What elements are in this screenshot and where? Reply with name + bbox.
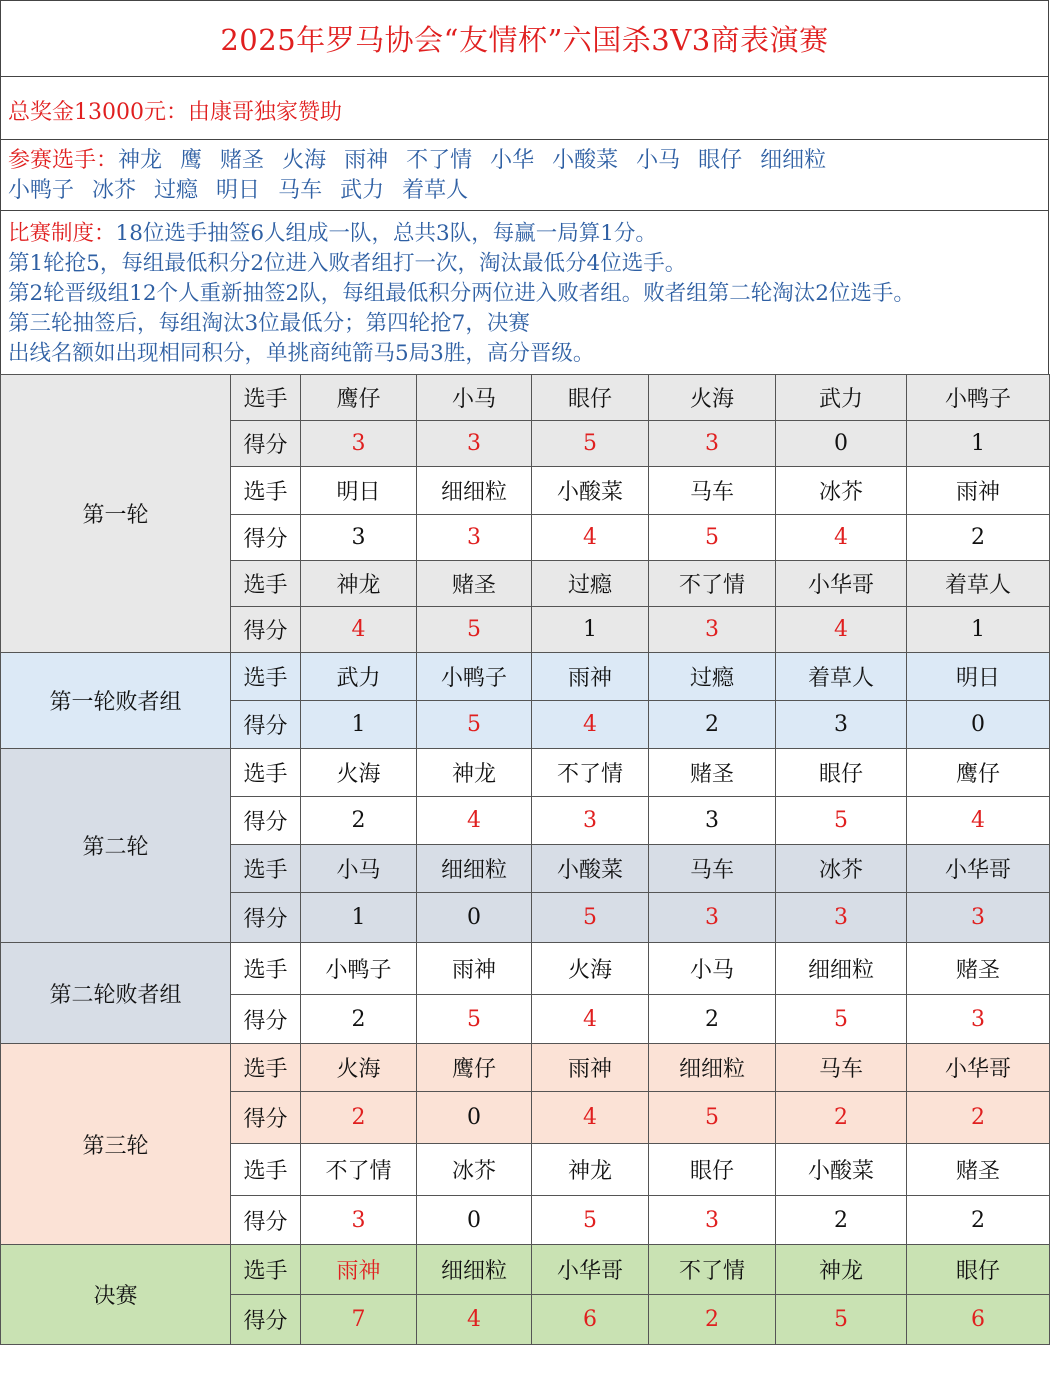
round-label: 第二轮	[1, 749, 231, 943]
score-cell: 4	[417, 1295, 532, 1345]
player-cell: 火海	[301, 749, 417, 797]
score-cell: 3	[649, 893, 776, 943]
score-cell: 3	[776, 701, 907, 749]
score-cell: 5	[532, 893, 649, 943]
players-line-1	[118, 148, 844, 173]
score-cell: 5	[532, 421, 649, 467]
score-cell: 5	[417, 607, 532, 653]
player-cell: 雨神	[907, 467, 1050, 515]
score-cell: 2	[776, 1196, 907, 1245]
score-cell: 2	[649, 1295, 776, 1345]
score-cell: 3	[776, 893, 907, 943]
player-cell: 火海	[532, 943, 649, 995]
score-row-label: 得分	[231, 515, 301, 561]
player-cell: 小华哥	[776, 561, 907, 607]
player-name: 赌圣	[220, 148, 265, 173]
score-cell: 5	[417, 701, 532, 749]
player-cell: 冰芥	[417, 1144, 532, 1196]
score-cell: 1	[532, 607, 649, 653]
player-cell: 武力	[301, 653, 417, 701]
player-cell: 小马	[301, 845, 417, 893]
player-name: 神龙	[118, 148, 163, 173]
player-row	[1, 943, 1050, 995]
round-label: 第一轮	[1, 375, 231, 653]
score-cell: 5	[776, 797, 907, 845]
player-name: 细细粒	[760, 148, 827, 173]
player-cell: 小华哥	[907, 1044, 1050, 1092]
player-cell: 眼仔	[776, 749, 907, 797]
player-cell: 赌圣	[907, 943, 1050, 995]
score-cell: 2	[649, 995, 776, 1044]
players-label: 参赛选手：	[8, 148, 119, 173]
score-cell: 6	[532, 1295, 649, 1345]
player-cell: 鹰仔	[907, 749, 1050, 797]
player-cell: 细细粒	[649, 1044, 776, 1092]
player-row-label: 选手	[231, 749, 301, 797]
score-cell: 7	[301, 1295, 417, 1345]
player-cell: 小鸭子	[417, 653, 532, 701]
player-cell: 不了情	[532, 749, 649, 797]
player-cell: 细细粒	[417, 467, 532, 515]
score-cell: 3	[301, 1196, 417, 1245]
player-cell: 马车	[649, 845, 776, 893]
score-cell: 3	[907, 995, 1050, 1044]
score-cell: 5	[776, 995, 907, 1044]
player-cell: 细细粒	[417, 845, 532, 893]
player-row-label: 选手	[231, 845, 301, 893]
score-cell: 4	[532, 995, 649, 1044]
player-cell: 马车	[776, 1044, 907, 1092]
score-cell: 2	[301, 1092, 417, 1144]
score-cell: 3	[301, 421, 417, 467]
player-cell: 小鸭子	[907, 375, 1050, 421]
player-cell: 明日	[301, 467, 417, 515]
title-bar	[0, 0, 1049, 77]
score-cell: 4	[417, 797, 532, 845]
score-cell: 6	[907, 1295, 1050, 1345]
player-name: 马车	[278, 178, 323, 203]
players-line-2	[8, 176, 1048, 206]
player-cell: 神龙	[417, 749, 532, 797]
score-cell: 2	[907, 1196, 1050, 1245]
player-cell: 明日	[907, 653, 1050, 701]
prize-info: 总奖金13000元：由康哥独家赞助	[0, 76, 1049, 140]
score-cell: 4	[532, 515, 649, 561]
player-cell: 不了情	[649, 1245, 776, 1295]
player-name: 眼仔	[698, 148, 743, 173]
round-label: 决赛	[1, 1245, 231, 1345]
player-cell: 小酸菜	[532, 467, 649, 515]
score-row-label: 得分	[231, 1092, 301, 1144]
player-cell: 神龙	[776, 1245, 907, 1295]
score-cell: 4	[301, 607, 417, 653]
player-cell: 神龙	[301, 561, 417, 607]
player-row	[1, 1245, 1050, 1295]
player-cell: 鹰仔	[301, 375, 417, 421]
player-cell: 细细粒	[417, 1245, 532, 1295]
score-cell: 4	[776, 607, 907, 653]
score-cell: 3	[532, 797, 649, 845]
player-cell: 细细粒	[776, 943, 907, 995]
score-cell: 1	[301, 893, 417, 943]
player-name: 明日	[216, 178, 261, 203]
player-name: 小马	[636, 148, 681, 173]
player-cell: 雨神	[417, 943, 532, 995]
score-cell: 4	[776, 515, 907, 561]
score-cell: 5	[532, 1196, 649, 1245]
player-cell: 赌圣	[417, 561, 532, 607]
score-cell: 3	[649, 1196, 776, 1245]
score-cell: 5	[776, 1295, 907, 1345]
player-cell: 冰芥	[776, 467, 907, 515]
score-cell: 0	[776, 421, 907, 467]
score-cell: 3	[649, 797, 776, 845]
player-row	[1, 375, 1050, 421]
rule-line-5: 出线名额如出现相同积分，单挑商纯箭马5局3胜，高分晋级。	[8, 341, 595, 366]
player-cell: 小酸菜	[776, 1144, 907, 1196]
player-name: 着草人	[402, 178, 469, 203]
player-cell: 小马	[417, 375, 532, 421]
score-cell: 2	[301, 797, 417, 845]
score-row-label: 得分	[231, 1295, 301, 1345]
player-cell: 过瘾	[649, 653, 776, 701]
player-row	[1, 749, 1050, 797]
player-name: 雨神	[344, 148, 389, 173]
page-title: 2025年罗马协会“友情杯”六国杀3V3商表演赛	[220, 23, 829, 57]
round-label: 第一轮败者组	[1, 653, 231, 749]
player-name: 鹰	[180, 148, 203, 173]
players-info	[0, 139, 1049, 211]
player-cell: 雨神	[301, 1245, 417, 1295]
score-cell: 4	[907, 797, 1050, 845]
player-row-label: 选手	[231, 1044, 301, 1092]
score-cell: 3	[417, 421, 532, 467]
player-cell: 雨神	[532, 653, 649, 701]
player-cell: 火海	[649, 375, 776, 421]
player-row-label: 选手	[231, 1245, 301, 1295]
player-cell: 火海	[301, 1044, 417, 1092]
player-cell: 武力	[776, 375, 907, 421]
player-cell: 神龙	[532, 1144, 649, 1196]
score-cell: 5	[649, 1092, 776, 1144]
player-cell: 小马	[649, 943, 776, 995]
score-cell: 0	[417, 893, 532, 943]
player-cell: 着草人	[776, 653, 907, 701]
player-row-label: 选手	[231, 467, 301, 515]
player-cell: 小鸭子	[301, 943, 417, 995]
player-row-label: 选手	[231, 653, 301, 701]
player-cell: 赌圣	[907, 1144, 1050, 1196]
rules-info	[0, 210, 1049, 375]
player-name: 武力	[340, 178, 385, 203]
player-cell: 眼仔	[907, 1245, 1050, 1295]
score-cell: 5	[417, 995, 532, 1044]
player-name: 不了情	[406, 148, 473, 173]
score-cell: 2	[301, 995, 417, 1044]
player-name: 小酸菜	[552, 148, 619, 173]
score-cell: 1	[907, 607, 1050, 653]
score-cell: 3	[907, 893, 1050, 943]
player-cell: 小华哥	[532, 1245, 649, 1295]
score-table	[0, 374, 1050, 1345]
score-cell: 4	[532, 701, 649, 749]
player-cell: 冰芥	[776, 845, 907, 893]
rule-line-2: 第1轮抢5，每组最低积分2位进入败者组打一次，淘汰最低分4位选手。	[8, 251, 687, 276]
rule-line-1: 18位选手抽签6人组成一队，总共3队，每赢一局算1分。	[115, 221, 657, 246]
score-cell: 3	[649, 607, 776, 653]
player-cell: 过瘾	[532, 561, 649, 607]
player-cell: 着草人	[907, 561, 1050, 607]
rules-label: 比赛制度：	[8, 221, 116, 246]
player-cell: 小华哥	[907, 845, 1050, 893]
player-name: 过瘾	[154, 178, 199, 203]
score-cell: 1	[301, 701, 417, 749]
player-row-label: 选手	[231, 561, 301, 607]
score-cell: 3	[649, 421, 776, 467]
score-cell: 2	[776, 1092, 907, 1144]
player-row-label: 选手	[231, 375, 301, 421]
player-cell: 赌圣	[649, 749, 776, 797]
score-row-label: 得分	[231, 607, 301, 653]
score-cell: 0	[907, 701, 1050, 749]
score-cell: 2	[907, 515, 1050, 561]
score-cell: 0	[417, 1196, 532, 1245]
score-row-label: 得分	[231, 893, 301, 943]
player-cell: 不了情	[649, 561, 776, 607]
score-row-label: 得分	[231, 797, 301, 845]
score-row-label: 得分	[231, 1196, 301, 1245]
player-cell: 眼仔	[532, 375, 649, 421]
score-cell: 2	[649, 701, 776, 749]
player-cell: 鹰仔	[417, 1044, 532, 1092]
rule-line-4: 第三轮抽签后，每组淘汰3位最低分；第四轮抢7，决赛	[8, 311, 530, 336]
player-cell: 雨神	[532, 1044, 649, 1092]
score-row-label: 得分	[231, 995, 301, 1044]
player-name: 小鸭子	[8, 178, 75, 203]
score-cell: 3	[301, 515, 417, 561]
score-cell: 3	[417, 515, 532, 561]
score-cell: 4	[532, 1092, 649, 1144]
player-name: 小华	[490, 148, 535, 173]
player-row	[1, 653, 1050, 701]
player-cell: 马车	[649, 467, 776, 515]
player-cell: 不了情	[301, 1144, 417, 1196]
rule-line-3: 第2轮晋级组12个人重新抽签2队，每组最低积分两位进入败者组。败者组第二轮淘汰2位选手。	[8, 281, 915, 306]
player-cell: 小酸菜	[532, 845, 649, 893]
score-cell: 5	[649, 515, 776, 561]
score-cell: 2	[907, 1092, 1050, 1144]
score-cell: 1	[907, 421, 1050, 467]
round-label: 第三轮	[1, 1044, 231, 1245]
player-cell: 眼仔	[649, 1144, 776, 1196]
round-label: 第二轮败者组	[1, 943, 231, 1044]
score-cell: 0	[417, 1092, 532, 1144]
player-row-label: 选手	[231, 1144, 301, 1196]
score-row-label: 得分	[231, 421, 301, 467]
player-name: 火海	[282, 148, 327, 173]
score-row-label: 得分	[231, 701, 301, 749]
player-row	[1, 1044, 1050, 1092]
player-row-label: 选手	[231, 943, 301, 995]
player-name: 冰芥	[92, 178, 137, 203]
